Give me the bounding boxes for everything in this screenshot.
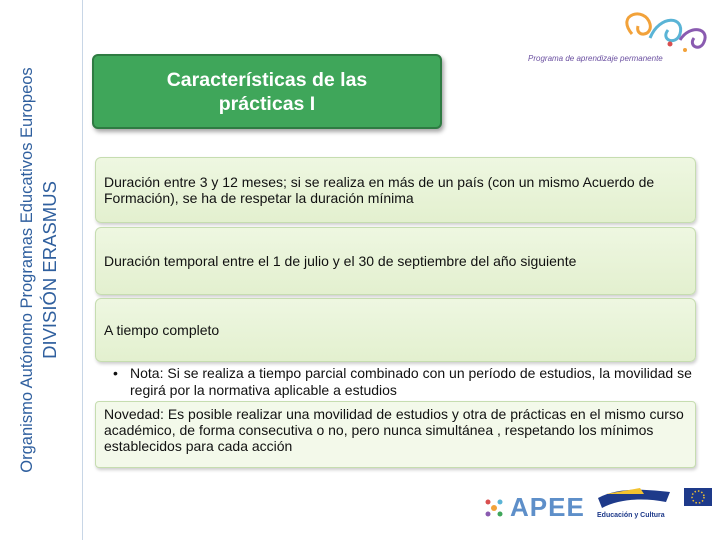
slide-title-line1: Características de las xyxy=(166,68,368,91)
list-item xyxy=(95,227,696,295)
bullet: • xyxy=(113,365,118,381)
divider xyxy=(82,0,83,540)
eu-flag-icon xyxy=(684,488,712,506)
item-text: Duración temporal entre el 1 de julio y el 30 de septiembre del año siguiente xyxy=(104,253,577,269)
slide-title-line2: prácticas I xyxy=(218,92,316,115)
item-text: A tiempo completo xyxy=(104,322,220,338)
organization-name: Organismo Autónomo Programas Educativos Europeos xyxy=(18,67,36,473)
logo-caption: Programa de aprendizaje permanente xyxy=(528,54,663,63)
list-item xyxy=(95,157,696,223)
division-name: DIVISIÓN ERASMUS xyxy=(39,181,60,359)
side-banner-text xyxy=(0,0,78,540)
side-banner xyxy=(0,0,78,540)
novedad-text: Novedad: Es posible realizar una movilidad de estudios y otra de prácticas en el mismo curso académico, de forma consecutiva o no, pero nunca simultánea , respetando los mínimos establecidos para cada acción xyxy=(104,406,684,454)
slide-title xyxy=(92,54,442,129)
item-text: Duración entre 3 y 12 meses; si se realiza en más de un país (con un mismo Acuerdo de Formación), se ha de respetar la duración mínima xyxy=(104,174,655,206)
apee-flower-icon xyxy=(486,500,503,517)
novedad-box xyxy=(95,401,696,468)
education-culture-caption: Educación y Cultura xyxy=(597,512,665,519)
sub-note-text: Nota: Si se realiza a tiempo parcial combinado con un período de estudios, la movilidad se regirá por la normativa aplicable a estudios xyxy=(130,365,692,398)
apee-logo-text: APEE xyxy=(510,492,585,522)
education-culture-logo xyxy=(598,488,670,508)
sub-note xyxy=(113,365,693,399)
list-item xyxy=(95,298,696,362)
lifelong-learning-logo xyxy=(520,4,710,74)
